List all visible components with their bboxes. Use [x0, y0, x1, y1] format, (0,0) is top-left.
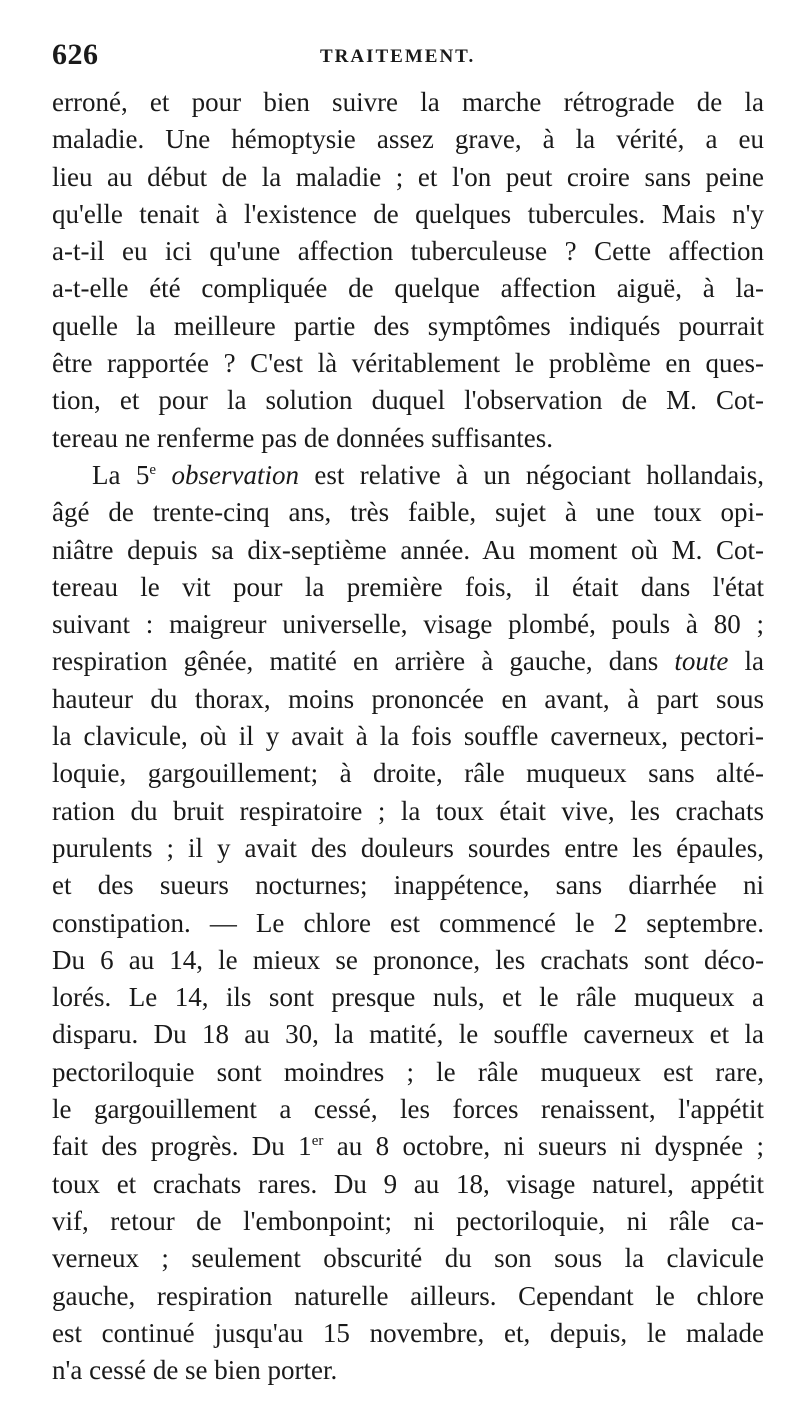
- body-text: [52, 84, 764, 1389]
- text-line: hauteur du thorax, moins prononcée en avant, à part sous: [52, 683, 764, 714]
- text-line: âgé de trente-cinq ans, très faible, sujet à une toux opi-: [52, 497, 764, 528]
- superscript: er: [311, 1133, 324, 1150]
- text-line: n'a cessé de se bien porter.: [52, 1355, 338, 1386]
- text-line: toux et crachats rares. Du 9 au 18, visage naturel, appétit: [52, 1168, 764, 1199]
- text-line: Du 6 au 14, le mieux se prononce, les crachats sont déco-: [52, 944, 764, 975]
- running-head: TRAITEMENT.: [320, 46, 476, 67]
- text-line: suivant : maigreur universelle, visage plombé, pouls à 80 ;: [52, 609, 764, 640]
- text-line: a-t-elle été compliquée de quelque affection aiguë, à la-: [52, 273, 764, 304]
- text-line: a-t-il eu ici qu'une affection tuberculeuse ? Cette affection: [52, 236, 764, 267]
- text-run: la: [728, 646, 764, 677]
- text-run: est relative à un négociant hollandais,: [298, 459, 764, 490]
- text-line: ration du bruit respiratoire ; la toux était vive, les crachats: [52, 795, 764, 826]
- text-line: lieu au début de la maladie ; et l'on peut croire sans peine: [52, 161, 764, 192]
- text-line: constipation. — Le chlore est commencé le 2 septembre.: [52, 907, 764, 938]
- text-run: au 8 octobre, ni sueurs ni dyspnée ;: [323, 1131, 764, 1162]
- text-line: et des sueurs nocturnes; inappétence, sans diarrhée ni: [52, 870, 764, 901]
- text-line-with-superscript: [52, 1128, 764, 1165]
- italic-term: observation: [171, 459, 299, 490]
- text-line: tereau le vit pour la première fois, il était dans l'état: [52, 571, 764, 602]
- text-line: être rapportée ? C'est là véritablement le problème en ques-: [52, 348, 764, 379]
- text-line: la clavicule, où il y avait à la fois souffle caverneux, pectori-: [52, 721, 764, 752]
- text-line: qu'elle tenait à l'existence de quelques tubercules. Mais n'y: [52, 198, 764, 229]
- text-line: erroné, et pour bien suivre la marche rétrograde de la: [52, 87, 764, 117]
- text-line-with-italic: [52, 643, 764, 680]
- text-line: lorés. Le 14, ils sont presque nuls, et le râle muqueux a: [52, 982, 764, 1013]
- text-line: est continué jusqu'au 15 novembre, et, depuis, le malade: [52, 1317, 764, 1348]
- page-header: [52, 38, 692, 78]
- text-line: maladie. Une hémoptysie assez grave, à la vérité, a eu: [52, 124, 764, 155]
- page-number: 626: [52, 38, 99, 71]
- text-line: disparu. Du 18 au 30, la matité, le souffle caverneux et la: [52, 1019, 764, 1050]
- text-run: La 5: [92, 459, 150, 490]
- text-line: le gargouillement a cessé, les forces renaissent, l'appétit: [52, 1094, 764, 1125]
- text-line: gauche, respiration naturelle ailleurs. Cependant le chlore: [52, 1280, 764, 1311]
- text-line: tion, et pour la solution duquel l'observation de M. Cot-: [52, 385, 764, 416]
- text-line: verneux ; seulement obscurité du son sous la clavicule: [52, 1243, 764, 1274]
- text-run: fait des progrès. Du 1: [52, 1131, 312, 1162]
- text-line: tereau ne renferme pas de données suffisantes.: [52, 422, 554, 453]
- text-line: vif, retour de l'embonpoint; ni pectoriloquie, ni râle ca-: [52, 1205, 764, 1236]
- paragraph-start-line: [52, 457, 764, 494]
- text-line: niâtre depuis sa dix-septième année. Au moment où M. Cot-: [52, 534, 764, 565]
- text-line: loquie, gargouillement; à droite, râle muqueux sans alté-: [52, 758, 764, 789]
- text-line: pectoriloquie sont moindres ; le râle muqueux est rare,: [52, 1056, 764, 1087]
- italic-term: toute: [674, 646, 729, 677]
- text-line: purulents ; il y avait des douleurs sourdes entre les épaules,: [52, 832, 764, 863]
- text-run: respiration gênée, matité en arrière à gauche, dans: [52, 646, 675, 677]
- superscript: e: [149, 461, 157, 478]
- text-line: quelle la meilleure partie des symptômes indiqués pourrait: [52, 310, 764, 341]
